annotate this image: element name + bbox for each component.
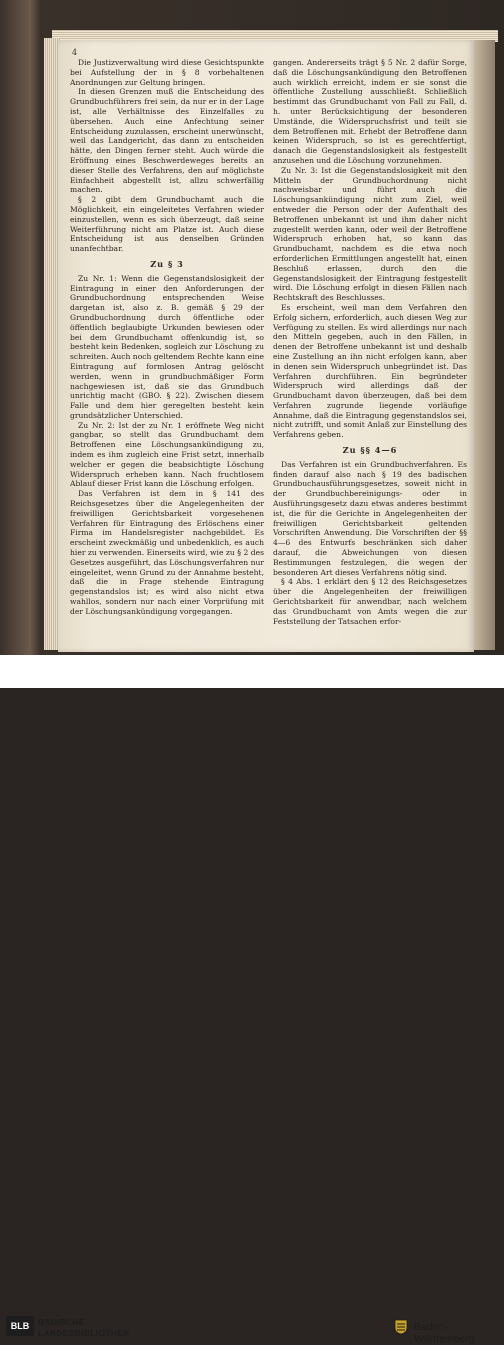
scanned-book-photo <box>0 0 504 655</box>
section-heading: Zu §§ 4—6 <box>342 445 398 456</box>
library-name-line1: BADISCHE <box>38 1317 85 1327</box>
crest-icon <box>393 1319 409 1335</box>
page-number: 4 <box>72 48 78 57</box>
right-text-column <box>273 58 467 626</box>
paragraph: Zu Nr. 1: Wenn die Gegenstandslosigkeit der Eintragung in einer den Anforderungen der Grundbuchordnung entsprechenden Weise dargetan ist, also z. B. gemäß § 29 der Grundbuchordnung durch öffentliche oder öffentlich beglaubigte Urkunden bewiesen oder bei dem Grundbuchamt offenkundig ist, so besteht kein Bedenken, sogleich zur Löschung zu schreiten. Auch noch geltendem Rechte kann eine Eintragung auf formlosen Antrag gelöscht werden, wenn in grundbuchmäßiger Form nachgewiesen ist, daß sie das Grundbuch unrichtig macht (GBO. § 22). Zwischen diesem Falle und dem hier geregelten besteht kein grundsätzlicher Unterschied. <box>70 273 264 420</box>
paragraph: Zu Nr. 3: Ist die Gegenstandslosigkeit mit den Mitteln der Grundbuchordnung nicht nachweisbar und führt auch die Löschungsankündigung nicht zum Ziel, weil entweder die Person oder der Aufenthalt des Betroffenen unbekannt ist und ihm daher nicht zugestellt werden kann, oder weil der Betroffene Widerspruch erhoben hat, so kann das Grundbuchamt, nachdem es die etwa noch erforderlichen Ermittlungen angestellt hat, einen Beschluß erlassen, durch den die Gegenstandslosigkeit der Eintragung festgestellt wird. Die Löschung erfolgt in diesen Fällen nach Rechtskraft des Beschlusses. <box>273 165 467 303</box>
paragraph: gangen. Andererseits trägt § 5 Nr. 2 dafür Sorge, daß die Löschungsankündigung den Betroffenen auch wirklich erreicht, indem er sie sonst die öffentliche Zustellung ausschließt. Schließlich bestimmt das Grundbuchamt von Fall zu Fall, d. h. unter Berücksichtigung der besonderen Umstände, die Widerspruchsfrist und teilt sie dem Betroffenen mit. Erhebt der Betroffene dann keinen Widerspruch, so ist es gerechtfertigt, danach die Gegenstandslosigkeit als festgestellt anzusehen und die Löschung vorzunehmen. <box>273 58 467 165</box>
paragraph: Zu Nr. 2: Ist der zu Nr. 1 eröffnete Weg nicht gangbar, so stellt das Grundbuchamt dem Betroffenen eine Löschungsankündigung zu, indem es ihm zugleich eine Frist setzt, innerhalb welcher er gegen die beabsichtigte Löschung Widerspruch erheben kann. Nach fruchtlosem Ablauf dieser Frist kann die Löschung erfolgen. <box>70 420 264 489</box>
section-heading: Zu § 3 <box>150 258 184 269</box>
paragraph: Es erscheint, weil man dem Verfahren den Erfolg sichern, erforderlich, auch diesen Weg zur Verfügung zu stellen. Es wird allerdings nur nach den Mitteln gegeben, auch in den Fällen, in denen der Betroffene unbekannt ist und deshalb eine Zustellung an ihn nicht erfolgen kann, aber in denen sein Widerspruch unbegründet ist. Das Verfahren durchführen. Ein begründeter Widerspruch wird allerdings daß der Grundbuchamt davon überzeugen, daß bei dem Verfahren zugrunde liegende vorläufige Annahme, daß die Eintragung gegenstandslos sei, nicht zutrifft, und somit Anlaß zur Einstellung des Verfahrens geben. <box>273 302 467 440</box>
paragraph: § 2 gibt dem Grundbuchamt auch die Möglichkeit, ein eingeleitetes Verfahren wieder einzustellen, wenn es sich überzeugt, daß seine Weiterführung nicht am Platze ist. Auch diese Entscheidung ist aus denselben Gründen unanfechtbar. <box>70 195 264 254</box>
paragraph: Das Verfahren ist dem in § 141 des Reichsgesetzes über die Angelegenheiten der freiwilligen Gerichtsbarkeit vorgesehenen Verfahren für Eintragung des Erlöschens einer Firma im Handelsregister nachgebildet. Es erscheint zweckmäßig und unbedenklich, es auch hier zu verwenden. Einerseits wird, wie zu § 2 des Gesetzes ausgeführt, das Löschungsverfahren nur eingeleitet, wenn Grund zu der Annahme besteht, daß die in Frage stehende Eintragung gegenstandslos ist; es wird also nicht etwa wahllos, sondern nur nach einer Vorprüfung mit der Löschungsankündigung vorgegangen. <box>70 489 264 616</box>
paragraph: Das Verfahren ist ein Grundbuchverfahren. Es finden darauf also nach § 19 des badischen Grundbuchausführungsgesetzes, soweit nicht in der Grundbuchbereinigungs- oder in Ausführungsgesetz dazu etwas anderes bestimmt ist, die für die Gerichte in Angelegenheiten der freiwilligen Gerichtsbarkeit geltenden Vorschriften Anwendung. Die Vorschriften der §§ 4—6 des Entwurfs beschränken sich daher darauf, die Abweichungen von diesen Bestimmungen festzulegen, die wegen der besonderen Art dieses Verfahrens nötig sind. <box>273 459 467 577</box>
paragraph: Die Justizverwaltung wird diese Gesichtspunkte bei Aufstellung der in § 8 vorbehaltenen Anordnungen zur Geltung bringen. <box>70 58 264 87</box>
library-footer <box>0 655 504 1345</box>
region-name: Baden-Württemberg <box>414 1321 475 1345</box>
paragraph: § 4 Abs. 1 erklärt den § 12 des Reichsgesetzes über die Angelegenheiten der freiwilligen Gerichtsbarkeit für anwendbar, nach welchem das Grundbuchamt von Amts wegen die zur Feststellung der Tatsachen erfor- <box>273 577 467 626</box>
library-name-line2: LANDESBIBLIOTHEK <box>38 1328 130 1338</box>
left-text-column <box>70 58 264 617</box>
blb-logo[interactable]: BLB <box>6 1316 34 1336</box>
paragraph: In diesen Grenzen muß die Entscheidung des Grundbuchführers frei sein, da nur er in der Lage ist, alle Verhältnisse des Einzelfalles zu übersehen. Auch eine Anfechtung seiner Entscheidung zuzulassen, erscheint unerwünscht, weil das Landgericht, das dann zu entscheiden hätte, den Dingen ferner steht. Auch würde die Eröffnung eines Beschwerdeweges bereits an dieser Stelle des Verfahrens, den auf möglichste Einfachheit abgestellt ist, allzu schwerfällig machen. <box>70 87 264 195</box>
